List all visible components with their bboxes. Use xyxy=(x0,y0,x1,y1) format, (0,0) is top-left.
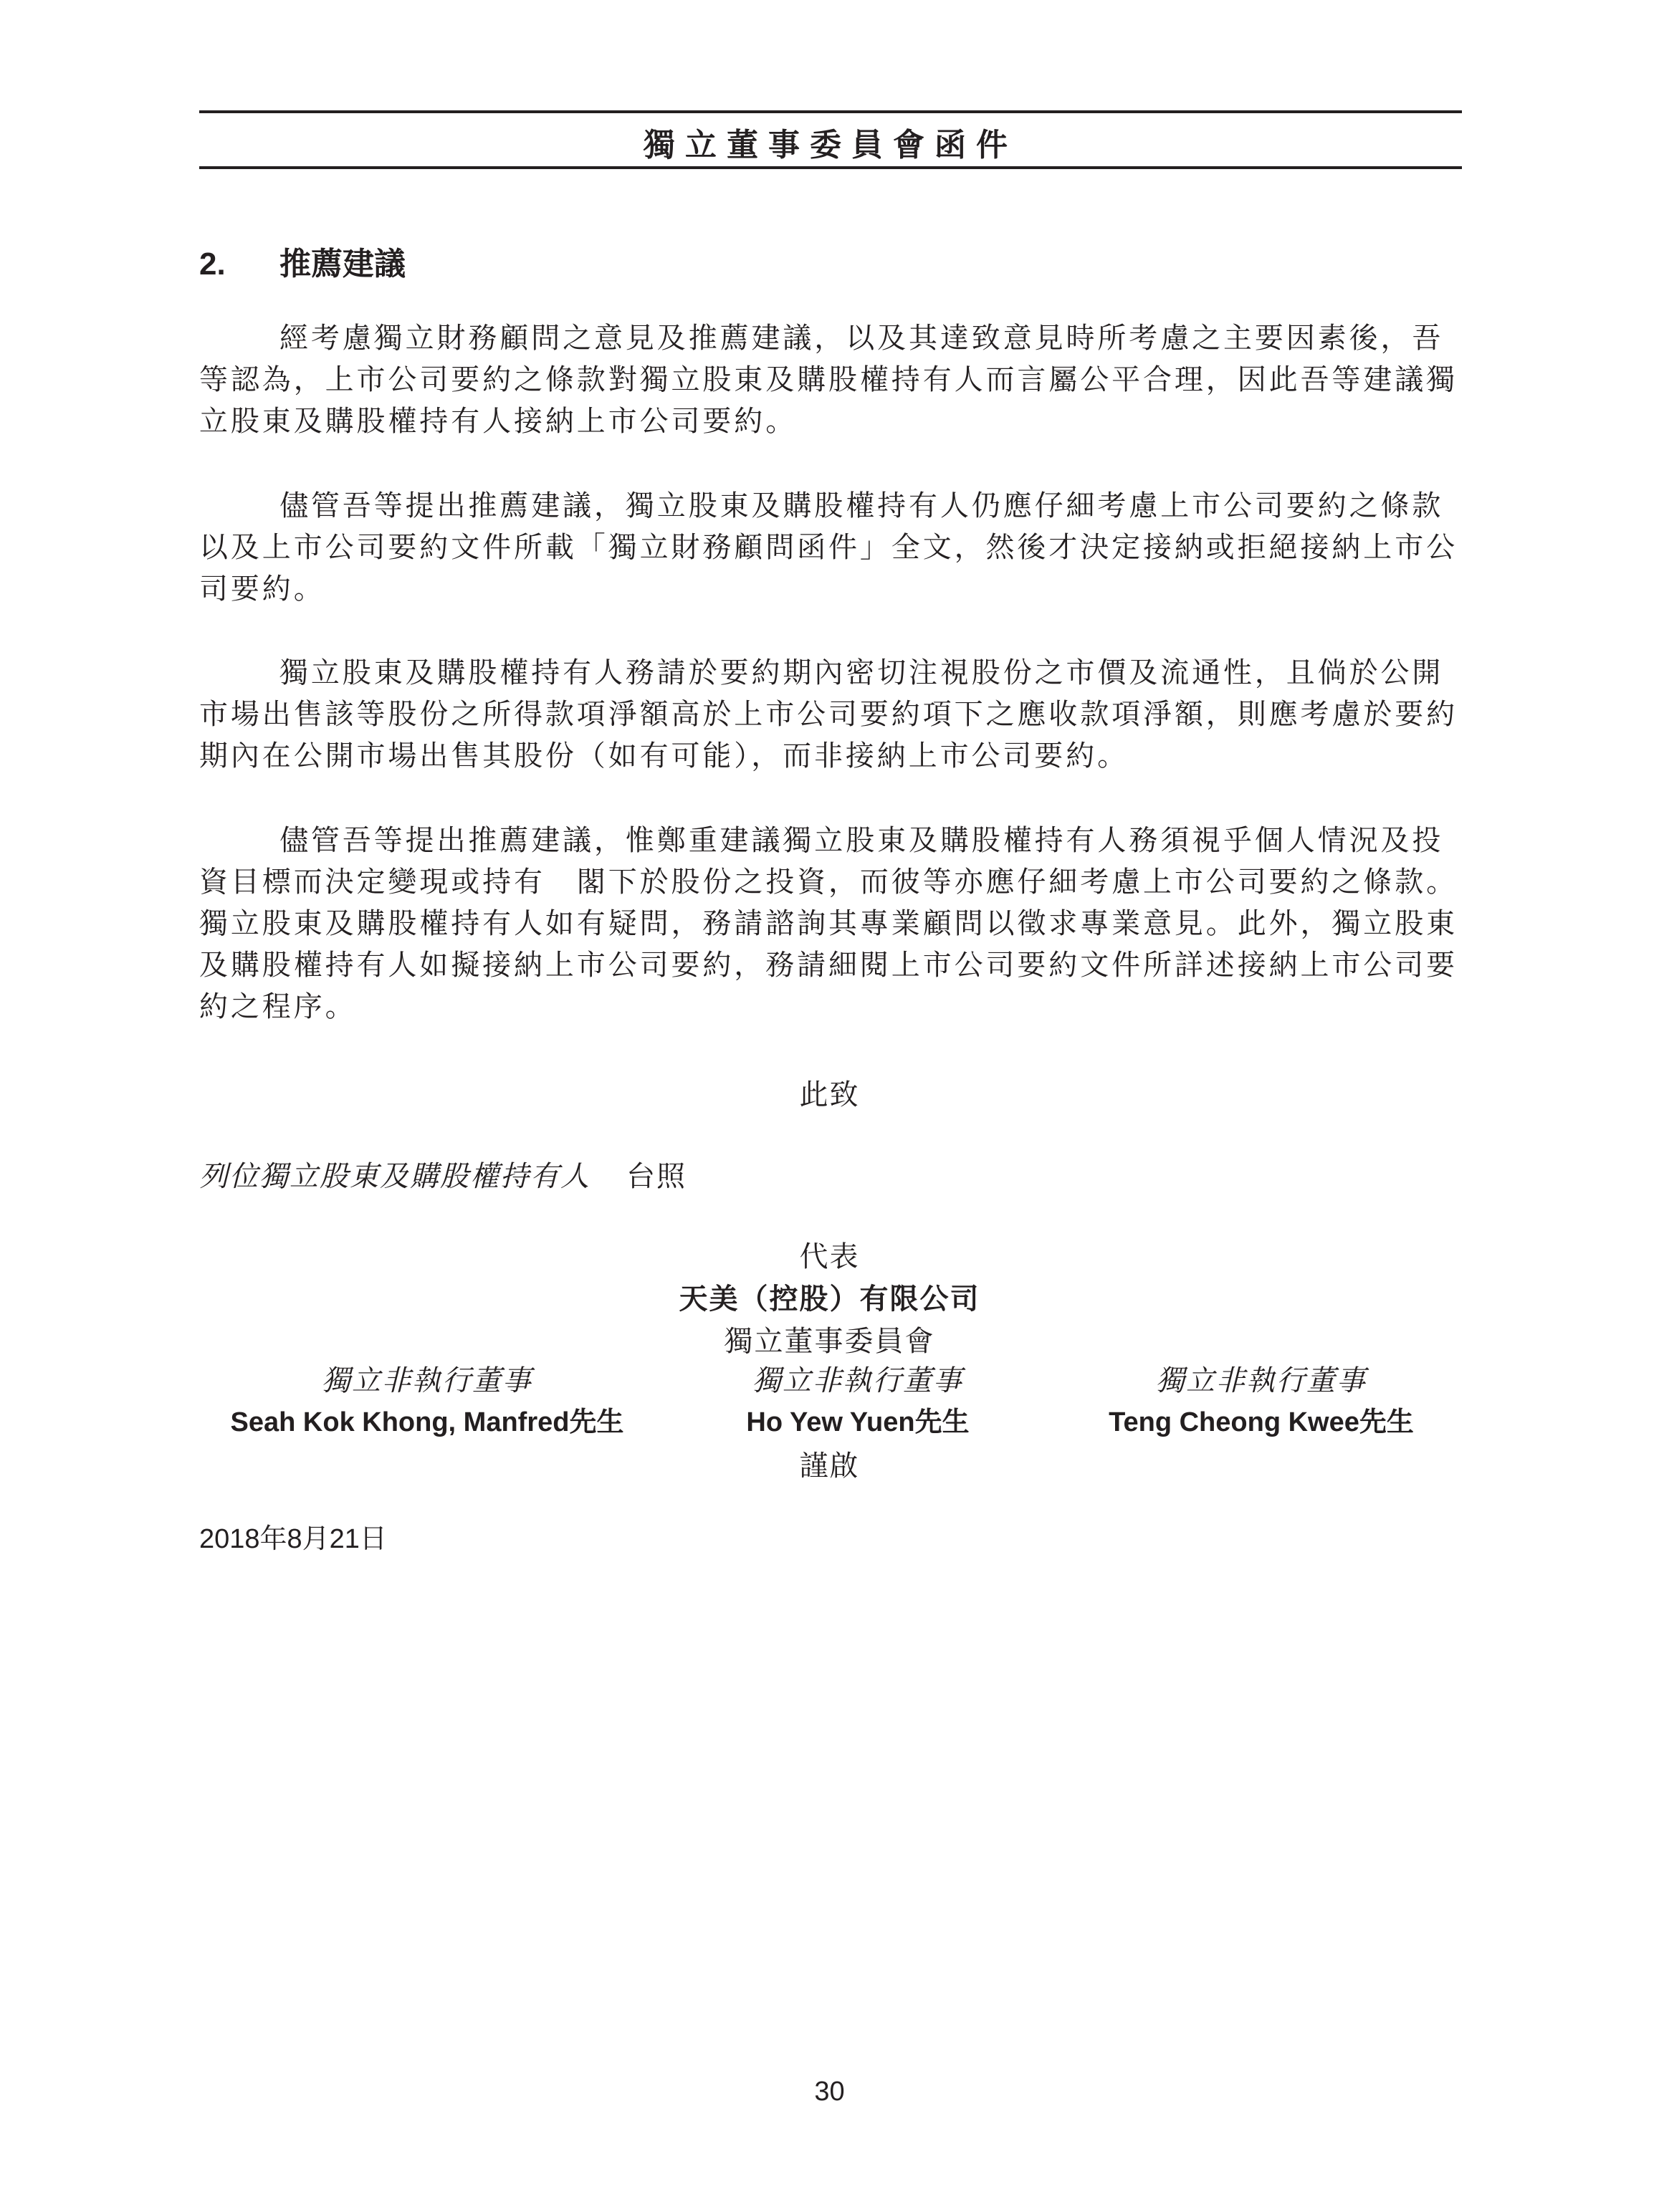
on-behalf-text: 代表 xyxy=(799,1240,860,1273)
addressee: 列位獨立股東及購股權持有人 xyxy=(199,1160,591,1193)
signatory-role: 獨立非執行董事 xyxy=(322,1364,532,1397)
signatory-name: Seah Kok Khong, Manfred先生 xyxy=(230,1407,624,1437)
header-top-rule xyxy=(199,110,1462,113)
company-name: 天美（控股）有限公司 xyxy=(679,1283,980,1316)
signatory-3 xyxy=(1010,1360,1512,1443)
paragraph-4: 儘管吾等提出推薦建議，惟鄭重建議獨立股東及購股權持有人務須視乎個人情況及投資目標而決定變現或持有 閣下於股份之投資，而彼等亦應仔細考慮上市公司要約之條款。獨立股東及購股權持有人如有疑問，務請諮詢其專業顧問以徵求專業意見。此外，獨立股東及購股權持有人如擬接納上市公司要約，務請細閱上市公司要約文件所詳述接納上市公司要約之程序。 xyxy=(199,824,1458,1023)
letter-date: 2018年8月21日 xyxy=(199,1524,387,1554)
page-header-title: 獨立董事委員會函件 xyxy=(644,127,1018,163)
signatory-name: Ho Yew Yuen先生 xyxy=(746,1407,970,1437)
section-title: 推薦建議 xyxy=(279,246,406,282)
paragraph-2: 儘管吾等提出推薦建議，獨立股東及購股權持有人仍應仔細考慮上市公司要約之條款以及上市公司要約文件所載「獨立財務顧問函件」全文，然後才決定接納或拒絕接納上市公司要約。 xyxy=(199,489,1458,605)
page-number: 30 xyxy=(814,2077,845,2107)
signatory-role: 獨立非執行董事 xyxy=(752,1364,963,1397)
signatory-name: Teng Cheong Kwee先生 xyxy=(1109,1407,1414,1437)
header-bottom-rule xyxy=(199,166,1462,169)
signatory-1 xyxy=(176,1360,678,1443)
signatory-role: 獨立非執行董事 xyxy=(1156,1364,1367,1397)
committee-name: 獨立董事委員會 xyxy=(724,1325,935,1358)
addressee-line xyxy=(199,1154,687,1194)
paragraph-3: 獨立股東及購股權持有人務請於要約期內密切注視股份之市價及流通性，且倘於公開市場出售該等股份之所得款項淨額高於上市公司要約項下之應收款項淨額，則應考慮於要約期內在公開市場出售其股份（如有可能），而非接納上市公司要約。 xyxy=(199,656,1458,772)
addressee-suffix: 台照 xyxy=(626,1160,687,1193)
paragraph-1: 經考慮獨立財務顧問之意見及推薦建議，以及其達致意見時所考慮之主要因素後，吾等認為，上市公司要約之條款對獨立股東及購股權持有人而言屬公平合理，因此吾等建議獨立股東及購股權持有人接納上市公司要約。 xyxy=(199,322,1458,438)
salutation: 此致 xyxy=(799,1078,860,1111)
closing-text: 謹啟 xyxy=(799,1450,860,1483)
section-heading xyxy=(199,238,406,284)
section-number: 2. xyxy=(199,246,226,282)
